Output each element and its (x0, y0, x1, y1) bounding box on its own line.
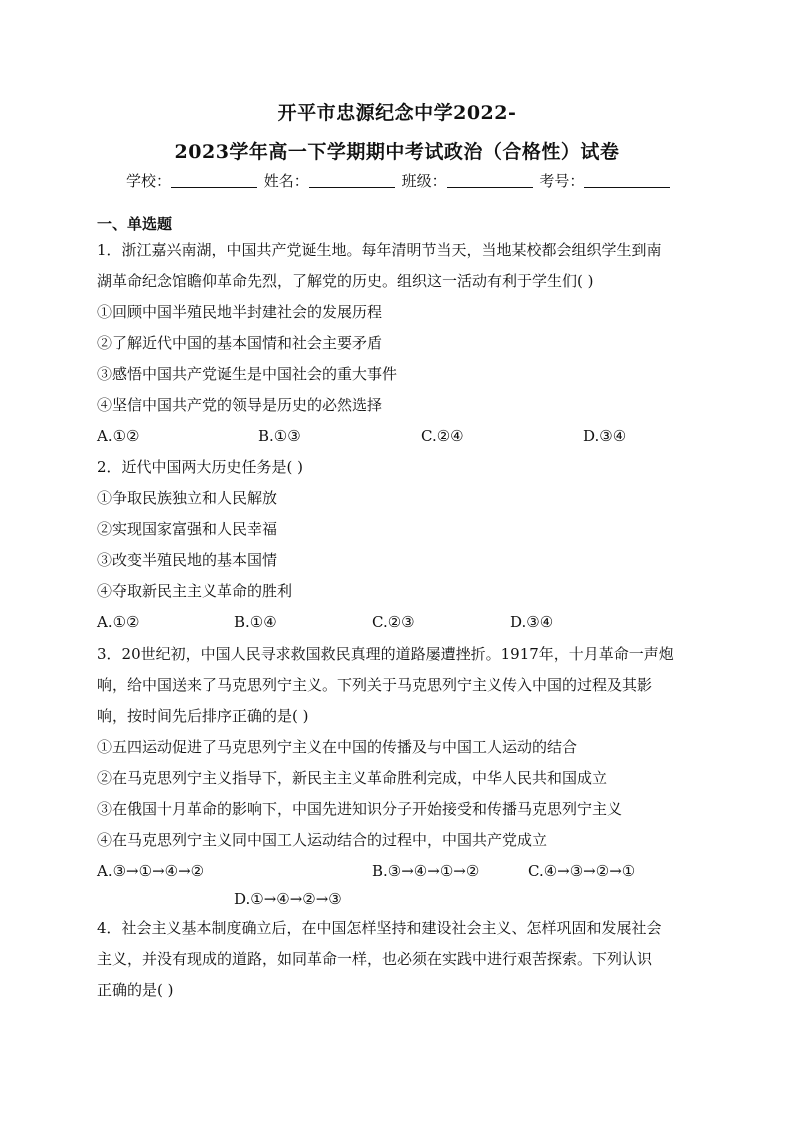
q3-item: ③在俄国十月革命的影响下，中国先进知识分子开始接受和传播马克思列宁主义 (97, 800, 623, 818)
q4-stem-line2: 主义，并没有现成的道路，如同革命一样，也必须在实践中进行艰苦探索。下列认识 (97, 950, 653, 968)
q1-item: ③感悟中国共产党诞生是中国社会的重大事件 (97, 365, 398, 383)
name-blank[interactable] (309, 173, 395, 188)
q1-option-c[interactable]: C.②④ (421, 427, 464, 445)
q1-option-b[interactable]: B.①③ (258, 427, 301, 445)
q2-option-c[interactable]: C.②③ (372, 613, 415, 631)
q2-item: ④夺取新民主主义革命的胜利 (97, 582, 293, 600)
q1-item: ①回顾中国半殖民地半封建社会的发展历程 (97, 303, 383, 321)
school-label: 学校： (126, 172, 172, 190)
q1-stem-line1: 1．浙江嘉兴南湖，中国共产党诞生地。每年清明节当天，当地某校都会组织学生到南 (97, 241, 662, 259)
q3-stem-line1: 3．20世纪初，中国人民寻求救国救民真理的道路屡遭挫折。1917年，十月革命一声炮 (97, 645, 674, 663)
q3-stem-line3: 响，按时间先后排序正确的是( ) (97, 707, 309, 725)
class-label: 班级： (401, 172, 447, 190)
q2-stem: 2．近代中国两大历史任务是( ) (97, 458, 304, 476)
name-label: 姓名： (263, 172, 309, 190)
q2-item: ③改变半殖民地的基本国情 (97, 551, 278, 569)
number-blank[interactable] (584, 173, 670, 188)
q3-item: ④在马克思列宁主义同中国工人运动结合的过程中，中国共产党成立 (97, 831, 548, 849)
student-info-row (126, 170, 672, 191)
q1-item: ④坚信中国共产党的领导是历史的必然选择 (97, 396, 383, 414)
q1-stem-line2: 湖革命纪念馆瞻仰革命先烈，了解党的历史。组织这一活动有利于学生们( ) (97, 272, 594, 290)
q3-item: ②在马克思列宁主义指导下，新民主主义革命胜利完成，中华人民共和国成立 (97, 769, 608, 787)
q2-item: ①争取民族独立和人民解放 (97, 489, 278, 507)
q4-stem-line1: 4．社会主义基本制度确立后，在中国怎样坚持和建设社会主义、怎样巩固和发展社会 (97, 919, 662, 937)
class-blank[interactable] (447, 173, 533, 188)
q3-stem-line2: 响，给中国送来了马克思列宁主义。下列关于马克思列宁主义传入中国的过程及其影 (97, 676, 653, 694)
q3-item: ①五四运动促进了马克思列宁主义在中国的传播及与中国工人运动的结合 (97, 738, 578, 756)
q2-option-b[interactable]: B.①④ (234, 613, 277, 631)
q2-option-d[interactable]: D.③④ (510, 613, 554, 631)
q3-option-a[interactable]: A.③→①→④→② (97, 862, 205, 880)
exam-title-line2: 2023学年高一下学期期中考试政治（合格性）试卷 (174, 141, 620, 163)
q3-option-b[interactable]: B.③→④→①→② (372, 862, 480, 880)
section-title: 一、单选题 (97, 215, 173, 233)
q3-option-d[interactable]: D.①→④→②→③ (234, 890, 342, 908)
q4-stem-line3: 正确的是( ) (97, 981, 174, 999)
q3-option-c[interactable]: C.④→③→②→① (528, 862, 636, 880)
school-blank[interactable] (171, 173, 257, 188)
exam-title-line1: 开平市忠源纪念中学2022- (277, 102, 517, 124)
q1-item: ②了解近代中国的基本国情和社会主要矛盾 (97, 334, 383, 352)
q2-item: ②实现国家富强和人民幸福 (97, 520, 278, 538)
number-label: 考号： (539, 172, 585, 190)
q1-option-d[interactable]: D.③④ (583, 427, 627, 445)
q2-option-a[interactable]: A.①② (97, 613, 140, 631)
q1-option-a[interactable]: A.①② (97, 427, 140, 445)
